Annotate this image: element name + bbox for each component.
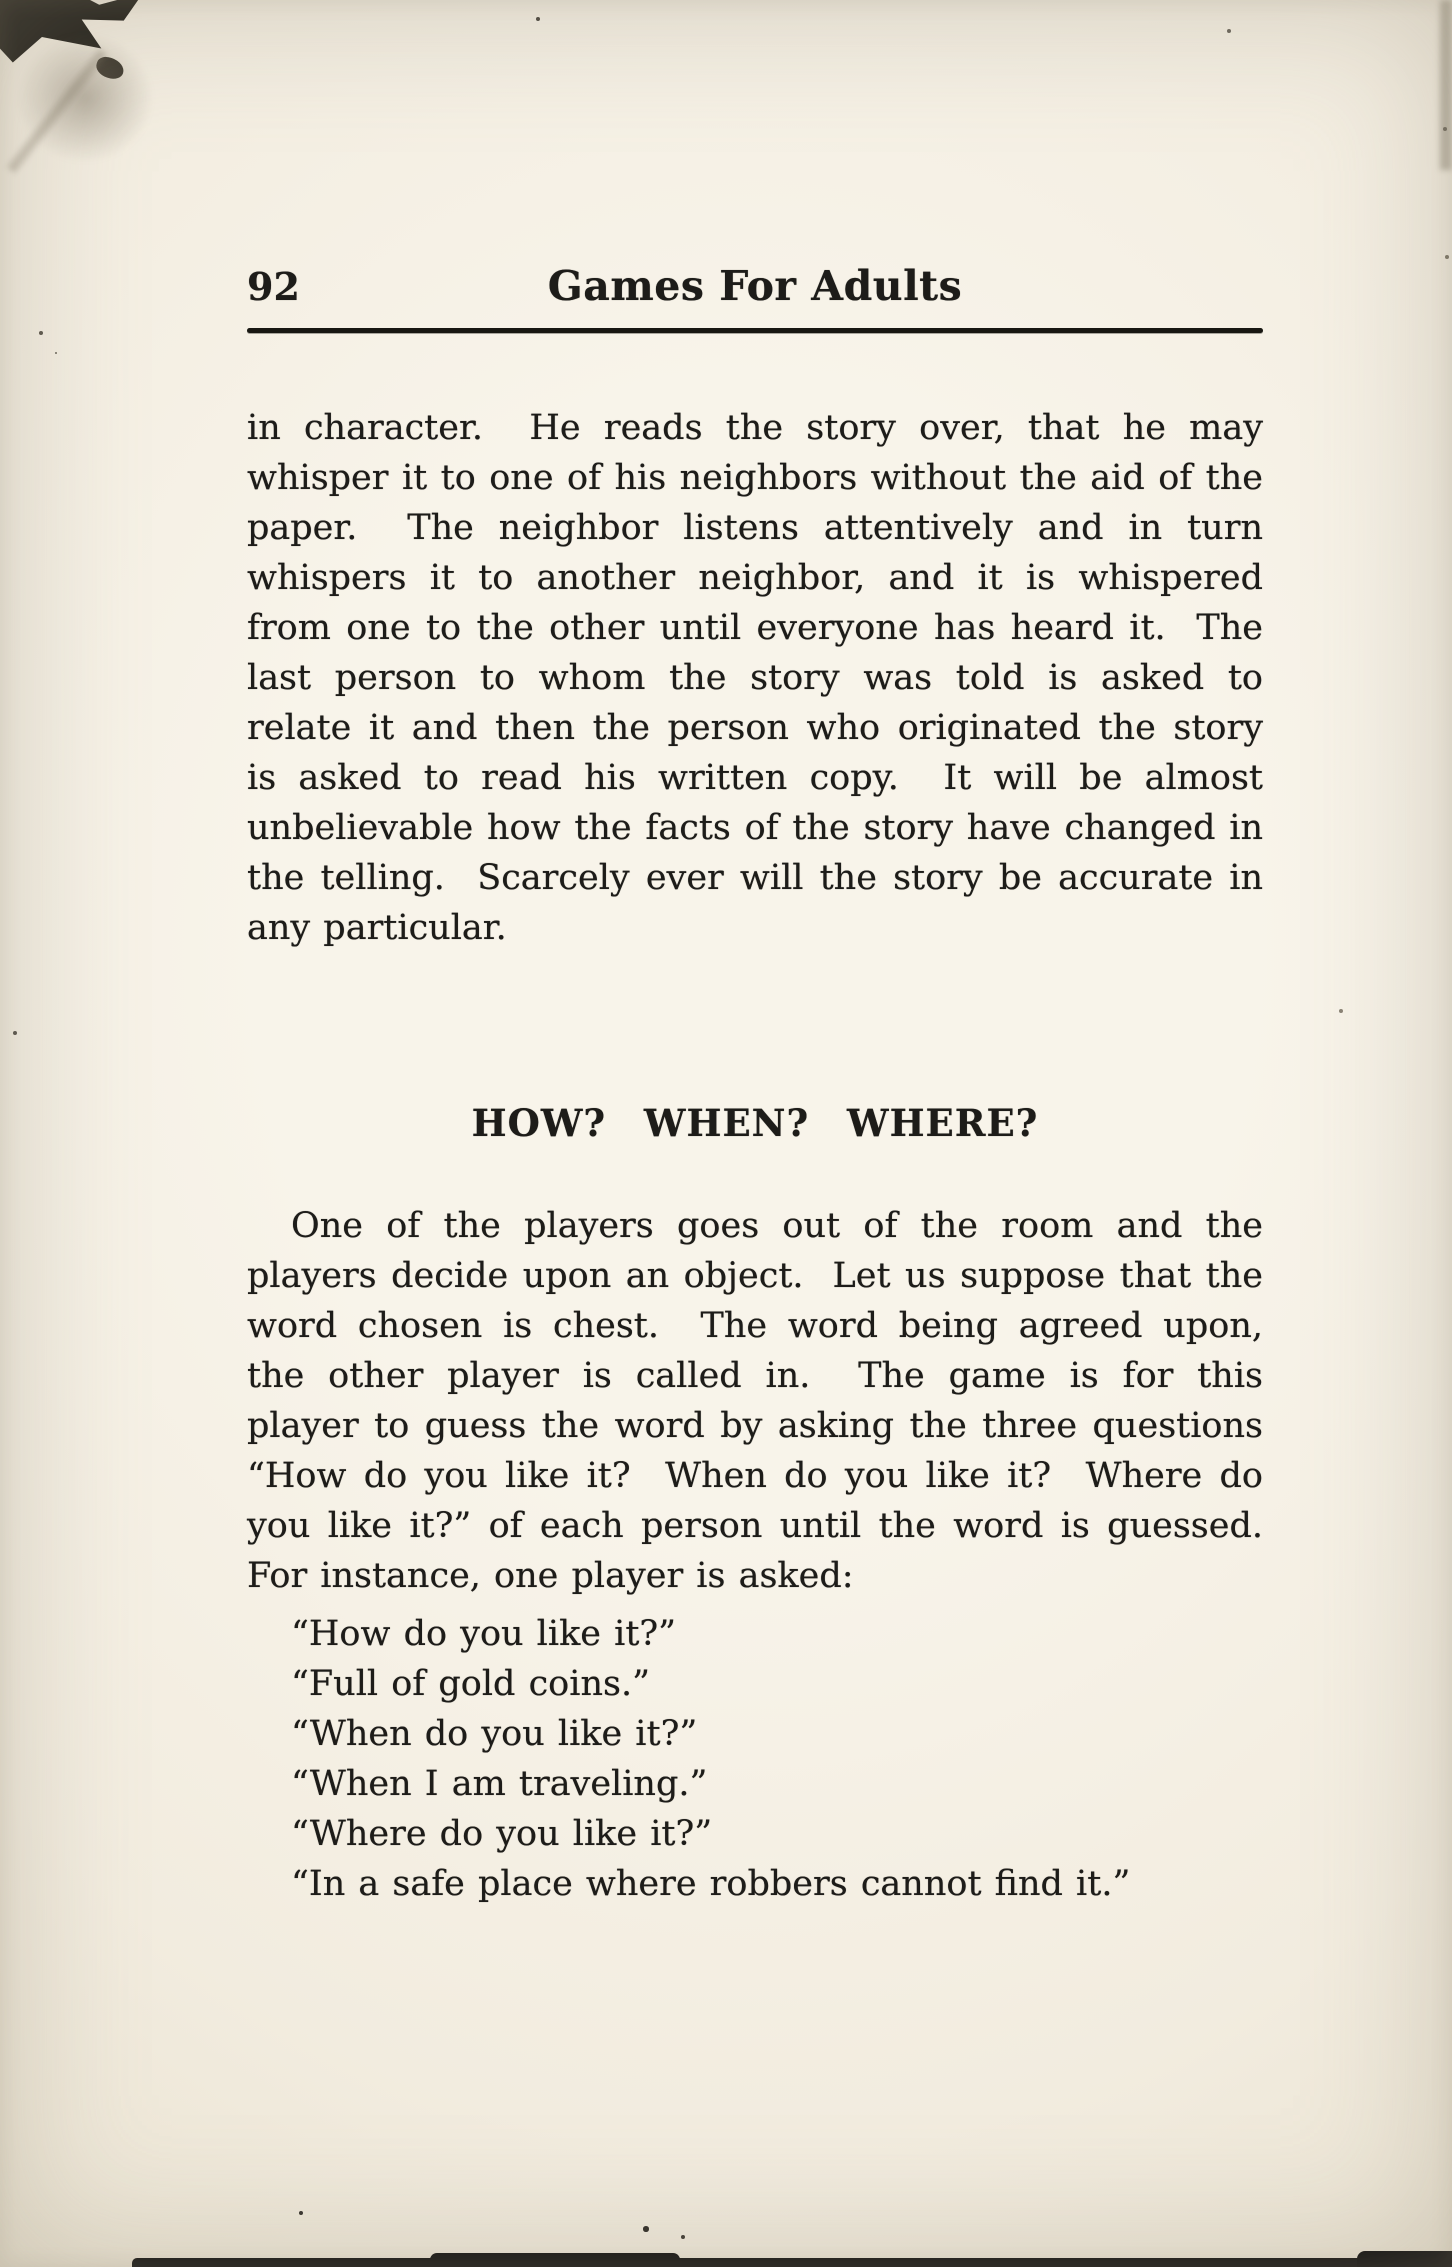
scan-artifact-bottom-edge-bump — [430, 2253, 680, 2267]
scan-artifact-right-edge-streak — [1440, 0, 1452, 170]
scan-artifact-bottom-edge-corner — [1357, 2251, 1452, 2267]
dialogue-line: “When do you like it?” — [291, 1714, 698, 1754]
page-number: 92 — [247, 264, 300, 309]
dialogue-line: “Where do you like it?” — [291, 1814, 713, 1854]
dialogue-block — [247, 1609, 1263, 1909]
scan-artifact-corner-streak — [7, 49, 107, 173]
dialogue-line: “Full of gold coins.” — [291, 1664, 650, 1704]
dialogue-line: “How do you like it?” — [291, 1614, 677, 1654]
body-paragraph-2: One of the players goes out of the room and the players decide upon an object. Let us suppose that the word chosen is chest. The word being agreed upon, the other player is called in. The game is for this player to guess the word by asking the three questions “How do you like it? When do you like it? Where do you like it?” of each person until the word is guessed. For instance, one player is asked: — [247, 1206, 1290, 1596]
page-content — [247, 262, 1290, 1909]
scan-artifact-specks — [0, 0, 2, 2]
scan-artifact-torn-corner — [0, 0, 150, 71]
page-title: Games For Adults — [547, 262, 963, 310]
body-paragraph-1: in character. He reads the story over, that he may whisper it to one of his neighbors without the aid of the paper. The neighbor listens attentively and in turn whispers it to another neighbor, and it is whispered from one to the other until everyone has heard it. The last person to whom the story was told is asked to relate it and then the person who originated the story is asked to read his written copy. It will be almost unbelievable how the facts of the story have changed in the telling. Scarcely ever will the story be accurate in any particular. — [247, 408, 1277, 948]
section-heading: HOW? WHEN? WHERE? — [471, 1101, 1039, 1145]
dialogue-line: “In a safe place where robbers cannot find it.” — [291, 1864, 1131, 1904]
page-header — [247, 262, 1263, 314]
scan-artifact-corner-smudge — [0, 8, 180, 188]
header-rule — [247, 328, 1263, 333]
scan-artifact-corner-blob — [94, 54, 127, 82]
scan-artifact-bottom-edge — [132, 2258, 1452, 2267]
dialogue-line: “When I am traveling.” — [291, 1764, 708, 1804]
